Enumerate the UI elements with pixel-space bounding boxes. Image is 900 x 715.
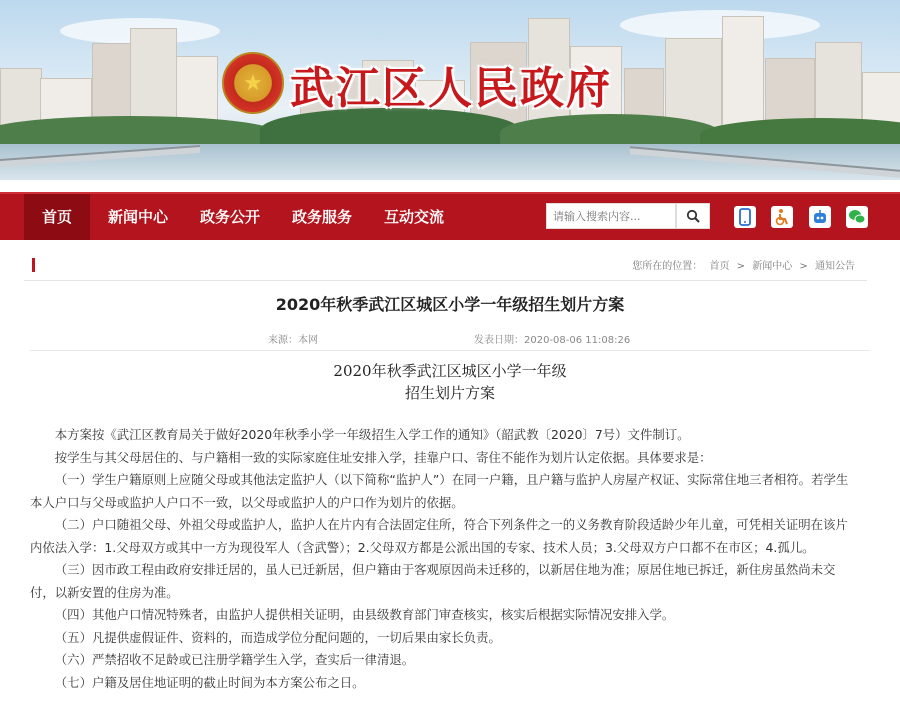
breadcrumb-separator: > [736,261,746,272]
breadcrumb-notice[interactable]: 通知公告 [815,261,855,272]
breadcrumb-home[interactable]: 首页 [709,261,730,272]
breadcrumb-prefix: 您所在的位置： [632,261,703,272]
paragraph: （四）其他户口情况特殊者，由监护人提供相关证明，由县级教育部门审查核实，核实后根据实际情况安排入学。 [54,607,675,622]
paragraph: （五）凡提供虚假证件、资料的，而造成学位分配问题的，一切后果由家长负责。 [54,629,501,645]
wechat-icon[interactable] [846,206,868,228]
main-nav [0,180,900,238]
article-date: 发表日期：2020-08-06 11:08:26 [474,335,631,346]
paragraph: （二）户口随祖父母、外祖父母或监护人，监护人在片内有合法固定住所，符合下列条件之一的义务教育阶段适龄少年儿童，可凭相关证明在该片内依法入学：1.父母双方或其中一方为现役军人（含武警）；2.父母双方都是公派出国的专家、技术人员；3.父母双方户口都不在市区；4.孤儿。 [30,517,848,555]
paragraph: （六）严禁招收不足龄或已注册学籍学生入学，查实后一律清退。 [54,652,415,667]
accessibility-icon[interactable] [771,206,793,228]
nav-item-gov-info[interactable]: 政务公开 [199,208,260,226]
breadcrumb-separator: > [799,261,808,272]
search-button[interactable] [676,203,710,229]
divider [30,350,870,351]
article-subtitle-line1: 2020年秋季武江区城区小学一年级 [333,362,567,380]
robot-icon[interactable] [809,206,831,228]
article-subtitle-line2: 招生划片方案 [404,384,495,402]
breadcrumb [24,250,867,281]
article-title: 2020年秋季武江区城区小学一年级招生划片方案 [275,295,625,314]
paragraph: 本方案按《武江区教育局关于做好2020年秋季小学一年级招生入学工作的通知》（韶武教〔2020〕7号）文件制订。 [54,427,690,442]
breadcrumb-news[interactable]: 新闻中心 [752,261,793,272]
nav-item-interaction[interactable]: 互动交流 [383,208,444,226]
article-source: 来源：本网 [268,335,318,346]
paragraph: （七）户籍及居住地证明的截止时间为本方案公布之日。 [54,674,365,690]
article-body [30,424,860,694]
nav-item-gov-service[interactable]: 政务服务 [291,208,352,226]
nav-item-home[interactable]: 首页 [24,194,90,240]
site-title: 武江区人民政府 [290,63,612,114]
paragraph: 按学生与其父母居住的、与户籍相一致的实际家庭住址安排入学，挂靠户口、寄住不能作为划片认定依据。具体要求是： [54,449,712,465]
national-emblem-icon: ★ [222,52,284,114]
nav-item-news[interactable]: 新闻中心 [107,208,168,226]
header-banner [0,0,900,180]
breadcrumb-marker [32,258,35,272]
mobile-icon[interactable] [734,206,756,228]
search-input[interactable]: 请输入搜索内容... [546,203,676,229]
paragraph: （一）学生户籍原则上应随父母或其他法定监护人（以下简称“监护人”）在同一户籍，且户籍与监护人房屋产权证、实际常住地三者相符。若学生本人户口与父母或监护人户口不一致，以父母或监护人的户口作为划片的依据。 [30,472,849,510]
paragraph: （三）因市政工程由政府安排迁居的，虽人已迁新居，但户籍由于客观原因尚未迁移的，以新居住地为准；原居住地已拆迁，新住房虽然尚未交付，以新安置的住房为准。 [30,562,836,600]
search-icon [686,209,700,223]
